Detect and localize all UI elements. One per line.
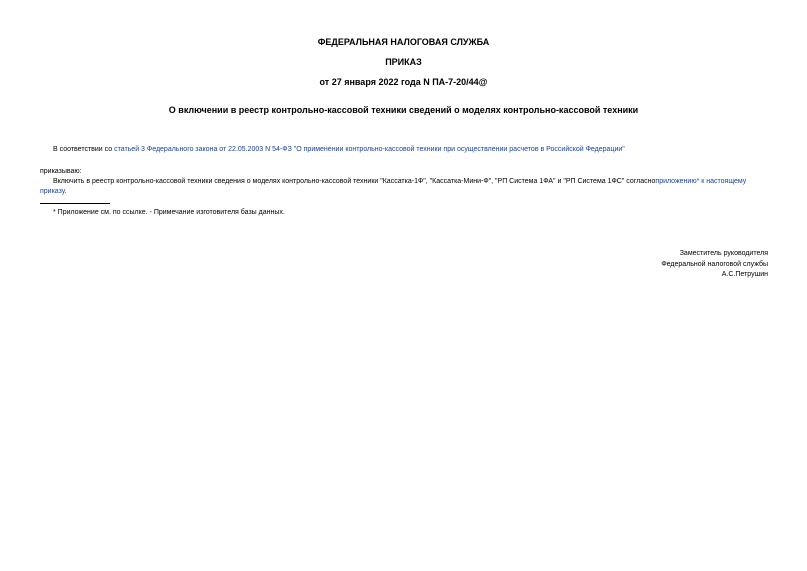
- signature-position-line1: Заместитель руководителя: [679, 250, 768, 257]
- signature-name: А.С.Петрушин: [721, 271, 768, 278]
- appendix-link[interactable]: приложению* к настоящему приказу: [40, 178, 747, 195]
- order-word: приказываю:: [40, 168, 82, 175]
- preamble-prefix: В соответствии со: [53, 146, 115, 153]
- order-item-paragraph: [40, 177, 770, 197]
- footnote-text: * Приложение см. по ссылке. - Примечание изготовителя базы данных.: [53, 209, 285, 216]
- agency-name: ФЕДЕРАЛЬНАЯ НАЛОГОВАЯ СЛУЖБА: [317, 37, 490, 47]
- document-type: ПРИКАЗ: [385, 57, 422, 67]
- order-item-text: Включить в реестр контрольно-кассовой техники сведения о моделях контрольно-кассовой техники "Кассатка-1Ф", "Кассатка-Мини-Ф", "РП Система 1ФА" и "РП Система 1ФС" согласно: [53, 178, 656, 185]
- federal-law-link[interactable]: статьей 3 Федерального закона от 22.05.2003 N 54-ФЗ "О применении контрольно-кассовой техники при осуществлении расчетов в Российской Федерации": [114, 146, 625, 153]
- order-item-suffix: .: [64, 188, 67, 195]
- document-title: О включении в реестр контрольно-кассовой техники сведений о моделях контрольно-кассовой техники: [168, 105, 639, 115]
- preamble-paragraph: [53, 145, 625, 155]
- document-date-number: от 27 января 2022 года N ПА-7-20/44@: [319, 77, 488, 87]
- signature-position-line2: Федеральной налоговой службы: [661, 261, 768, 268]
- footnote-divider: [40, 203, 110, 204]
